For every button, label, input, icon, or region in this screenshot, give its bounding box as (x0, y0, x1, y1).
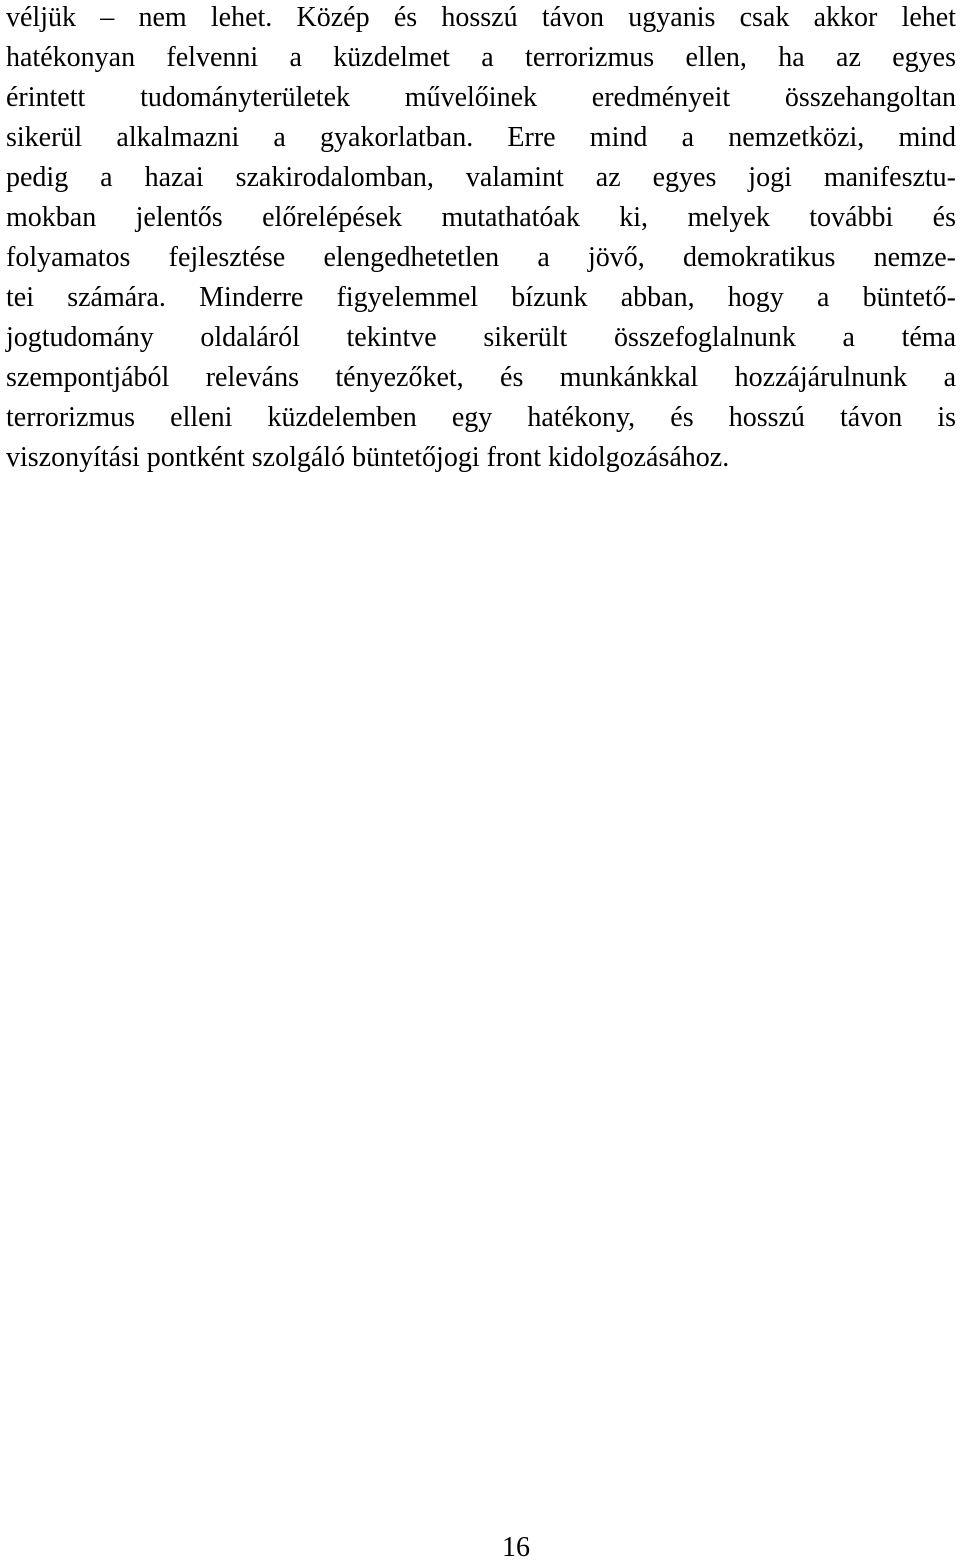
text-line: folyamatos fejlesztése elengedhetetlen a jövő, demokratikus nemze- (6, 242, 956, 273)
text-line: tei számára. Minderre figyelemmel bízunk abban, hogy a büntető- (6, 282, 956, 313)
text-line: hatékonyan felvenni a küzdelmet a terrorizmus ellen, ha az egyes (6, 42, 956, 73)
text-line: terrorizmus elleni küzdelemben egy hatékony, és hosszú távon is (6, 402, 956, 433)
text-line: sikerül alkalmazni a gyakorlatban. Erre mind a nemzetközi, mind (6, 122, 956, 153)
text-line: mokban jelentős előrelépések mutathatóak ki, melyek további és (6, 202, 956, 233)
text-line: pedig a hazai szakirodalomban, valamint az egyes jogi manifesztu- (6, 162, 956, 193)
text-line-last: viszonyítási pontként szolgáló büntetőjogi front kidolgozásához. (6, 442, 730, 473)
text-line: véljük – nem lehet. Közép és hosszú távon ugyanis csak akkor lehet (6, 2, 956, 33)
text-line: szempontjából releváns tényezőket, és munkánkkal hozzájárulnunk a (6, 362, 956, 393)
text-line: érintett tudományterületek művelőinek eredményeit összehangoltan (6, 82, 956, 113)
page-number: 16 (502, 1532, 530, 1563)
body-paragraph (6, 0, 956, 478)
text-line: jogtudomány oldaláról tekintve sikerült összefoglalnunk a téma (6, 322, 956, 353)
